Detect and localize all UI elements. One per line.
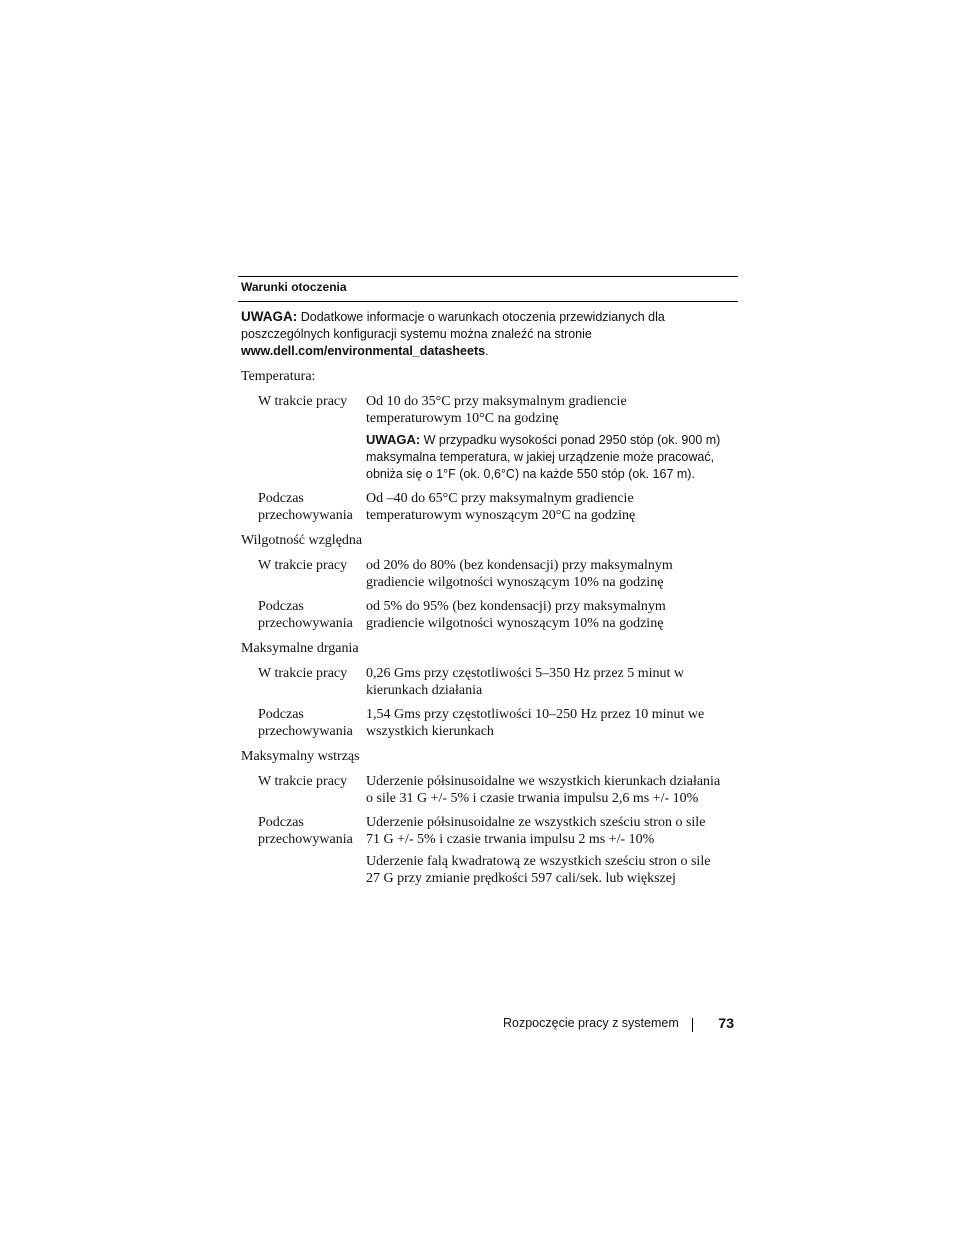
inline-note-text: W przypadku wysokości ponad 2950 stóp (ok. 900 m) maksymalna temperatura, w jakiej urządzenie może pracować, obniża się o 1°F (ok. 0,6°C) na każde 550 stóp (ok. 167 m). [366,433,721,481]
table-note [238,302,738,360]
value-paragraph: Uderzenie falą kwadratową ze wszystkich sześciu stron o sile 27 G przy zmianie prędkości 597 cali/sek. lub większej [366,854,711,886]
note-text: Dodatkowe informacje o warunkach otoczenia przewidzianych dla poszczególnych konfiguracji systemu można znaleźć na stronie [241,310,665,341]
row-label: Podczas przechowywania [258,815,353,847]
row-label: Podczas przechowywania [258,599,353,631]
page-number: 73 [718,1015,734,1031]
sections-container [238,368,738,887]
table-row [238,598,738,632]
value-paragraph: od 20% do 80% (bez kondensacji) przy maksymalnym gradiencie wilgotności wynoszącym 10% na godzinę [366,558,673,590]
section-heading: Maksymalne drgania [241,641,359,656]
value-paragraph: Uderzenie półsinusoidalne ze wszystkich sześciu stron o sile 71 G +/- 5% i czasie trwania impulsu 2 ms +/- 10% [366,815,706,847]
section-heading: Wilgotność względna [241,533,363,548]
row-value [366,665,721,699]
row-label: W trakcie pracy [258,774,348,789]
table-row [238,490,738,524]
footer-separator [692,1018,693,1032]
table-row [238,706,738,740]
row-value [366,706,721,740]
value-paragraph: 1,54 Gms przy częstotliwości 10–250 Hz przez 10 minut we wszystkich kierunkach [366,707,705,739]
table-title: Warunki otoczenia [238,276,738,302]
row-value [366,393,721,483]
table-row [238,773,738,807]
table-row [238,557,738,591]
row-value [366,490,721,524]
table-row [238,814,738,887]
section-heading: Maksymalny wstrząs [241,749,360,764]
value-paragraph: 0,26 Gms przy częstotliwości 5–350 Hz przez 5 minut w kierunkach działania [366,666,685,698]
table-row [238,665,738,699]
table-row [238,393,738,483]
value-paragraph: Od 10 do 35°C przy maksymalnym gradiencie temperaturowym 10°C na godzinę [366,394,627,426]
row-label: Podczas przechowywania [258,491,353,523]
note-end: . [485,344,489,358]
row-label: Podczas przechowywania [258,707,353,739]
value-paragraph: od 5% do 95% (bez kondensacji) przy maksymalnym gradiencie wilgotności wynoszącym 10% na godzinę [366,599,666,631]
inline-note-label: UWAGA: [366,432,421,447]
inline-note [366,431,721,483]
environment-table [238,276,738,887]
note-link: www.dell.com/environmental_datasheets [241,344,486,358]
row-label: W trakcie pracy [258,666,348,681]
footer-text: Rozpoczęcie pracy z systemem [503,1016,679,1030]
value-paragraph: Uderzenie półsinusoidalne we wszystkich kierunkach działania o sile 31 G +/- 5% i czasie trwania impulsu 2,6 ms +/- 10% [366,774,721,806]
row-label: W trakcie pracy [258,394,348,409]
note-label: UWAGA: [241,309,298,324]
value-paragraph: Od –40 do 65°C przy maksymalnym gradiencie temperaturowym wynoszącym 20°C na godzinę [366,491,636,523]
row-value [366,557,721,591]
row-value [366,773,721,807]
section-heading: Temperatura: [241,369,316,384]
row-label: W trakcie pracy [258,558,348,573]
row-value [366,814,721,887]
row-value [366,598,721,632]
